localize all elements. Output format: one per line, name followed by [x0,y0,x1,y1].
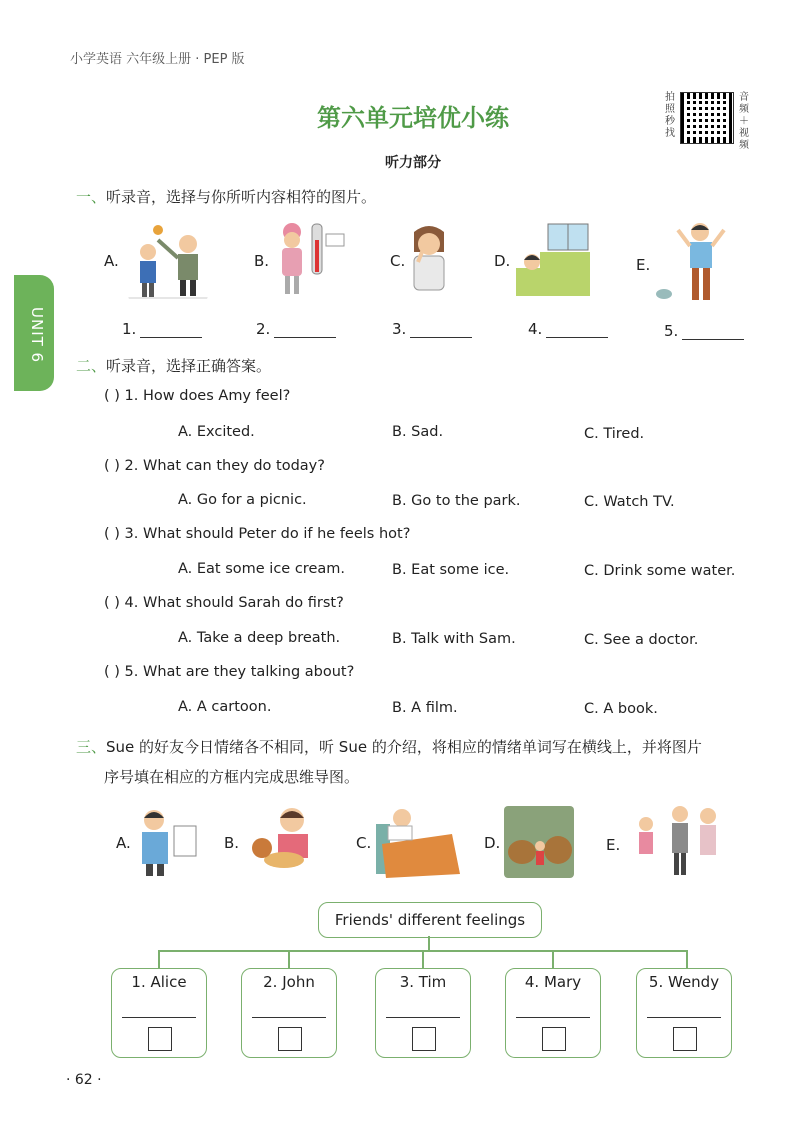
page-title: 第六单元培优小练 [317,104,509,132]
section1-text: 听录音，选择与你所听内容相符的图片。 [106,188,377,206]
s1-picture-e [652,220,732,304]
s2-q1-option-b: B. Sad. [392,424,444,440]
s2-q5-option-b: B. A film. [392,700,458,716]
picture-number-box[interactable] [542,1027,566,1051]
s1-answer-1-label: 1. [122,320,137,338]
section-subtitle: 听力部分 [385,155,441,171]
feeling-blank[interactable] [252,1017,326,1018]
s2-q4-option-c: C. See a doctor. [584,632,699,648]
s2-q3 [104,526,410,542]
s1-pic-label-d: D. [494,252,511,270]
node-label: 4. Mary [524,973,582,991]
s1-picture-d [512,222,592,300]
s2-q3-text: 3. What should Peter do if he feels hot? [124,526,411,542]
s3-picture-b [242,804,328,874]
mindmap-connector-3 [422,950,424,968]
picture-number-box[interactable] [673,1027,697,1051]
s1-pic-label-a: A. [104,252,119,270]
section2-heading [76,355,271,376]
feeling-blank[interactable] [516,1017,590,1018]
mindmap-node-wendy [636,968,732,1058]
mindmap-connector-1 [158,950,160,968]
s2-q4-paren[interactable]: ( ) [104,595,120,611]
feeling-blank[interactable] [122,1017,196,1018]
s1-picture-a [128,218,208,300]
s2-q4-option-b: B. Talk with Sam. [392,631,516,647]
s2-q2-text: 2. What can they do today? [124,458,325,474]
unit-tab-label: UNIT 6 [28,307,46,364]
s1-answer-5-label: 5. [664,322,679,340]
node-label: 2. John [263,973,315,991]
s1-answer-3[interactable] [392,320,472,338]
s2-q2-option-b: B. Go to the park. [392,493,521,509]
mindmap-connector-4 [552,950,554,968]
qr-left-caption: 拍照秒找 [665,92,675,139]
s1-answer-5[interactable] [664,322,744,340]
section3-number: 三、 [76,738,107,756]
s2-q2-option-c: C. Watch TV. [584,494,675,510]
s2-q1-option-c: C. Tired. [584,426,645,442]
s1-answer-4-label: 4. [528,320,543,338]
s2-q5-option-c: C. A book. [584,701,658,717]
mindmap-title: Friends' different feelings [318,902,542,938]
mindmap-connector-2 [288,950,290,968]
s1-answer-2[interactable] [256,320,336,338]
s1-answer-4[interactable] [528,320,608,338]
s2-q5-paren[interactable]: ( ) [104,664,120,680]
node-label: 5. Wendy [648,973,720,991]
s1-blank-5[interactable] [682,325,744,340]
mindmap-node-john [241,968,337,1058]
picture-number-box[interactable] [148,1027,172,1051]
s2-q3-option-a: A. Eat some ice cream. [178,561,345,577]
s2-q5-text: 5. What are they talking about? [124,664,355,680]
s2-q5 [104,664,354,680]
feeling-blank[interactable] [386,1017,460,1018]
s2-q1 [104,388,290,404]
section3-line1: Sue 的好友今日情绪各不相同，听 Sue 的介绍，将相应的情绪单词写在横线上，并将图片 [106,738,702,756]
s2-q4 [104,595,344,611]
s1-answer-2-label: 2. [256,320,271,338]
s1-pic-label-b: B. [254,252,270,270]
section1-heading [76,186,376,207]
s2-q1-text: 1. How does Amy feel? [124,388,291,404]
s1-answer-3-label: 3. [392,320,407,338]
unit-side-tab [14,275,54,391]
s1-pic-label-c: C. [390,252,406,270]
s2-q3-paren[interactable]: ( ) [104,526,120,542]
s3-pic-label-d: D. [484,834,501,852]
page-number: · 62 · [66,1072,102,1088]
s2-q1-paren[interactable]: ( ) [104,388,120,404]
s1-blank-1[interactable] [140,323,202,338]
s3-picture-a [134,804,198,878]
s3-picture-e [624,804,726,880]
qr-code-icon[interactable] [680,92,734,144]
s3-pic-label-a: A. [116,834,131,852]
mindmap-node-mary [505,968,601,1058]
s1-blank-2[interactable] [274,323,336,338]
s1-answer-1[interactable] [122,320,202,338]
s3-picture-c [372,804,462,880]
s3-pic-label-e: E. [606,836,621,854]
section2-text: 听录音，选择正确答案。 [106,357,272,375]
section3-line2: 序号填在相应的方框内完成思维导图。 [104,768,360,786]
s3-pic-label-c: C. [356,834,372,852]
s3-picture-d [504,806,574,878]
picture-number-box[interactable] [278,1027,302,1051]
feeling-blank[interactable] [647,1017,721,1018]
s2-q3-option-c: C. Drink some water. [584,563,736,579]
mindmap-node-tim [375,968,471,1058]
section3-heading [76,736,766,757]
node-label: 1. Alice [131,973,187,991]
s1-picture-c [404,222,454,300]
s1-blank-4[interactable] [546,323,608,338]
node-label: 3. Tim [399,973,447,991]
picture-number-box[interactable] [412,1027,436,1051]
s2-q5-option-a: A. A cartoon. [178,699,272,715]
s1-picture-b [276,220,346,300]
mindmap-connector-5 [686,950,688,968]
s2-q1-option-a: A. Excited. [178,424,255,440]
mindmap-connector-main [428,936,430,950]
s3-pic-label-b: B. [224,834,240,852]
section1-number: 一、 [76,188,107,206]
s2-q3-option-b: B. Eat some ice. [392,562,510,578]
s2-q4-option-a: A. Take a deep breath. [178,630,341,646]
book-header: 小学英语 六年级上册 · PEP 版 [70,52,245,67]
s2-q2-paren[interactable]: ( ) [104,458,120,474]
s1-blank-3[interactable] [410,323,472,338]
s2-q4-text: 4. What should Sarah do first? [124,595,344,611]
s2-q2-option-a: A. Go for a picnic. [178,492,307,508]
mindmap-node-alice [111,968,207,1058]
qr-right-caption: 音频＋视频 [739,92,749,151]
section2-number: 二、 [76,357,107,375]
s2-q2 [104,458,325,474]
s1-pic-label-e: E. [636,256,651,274]
